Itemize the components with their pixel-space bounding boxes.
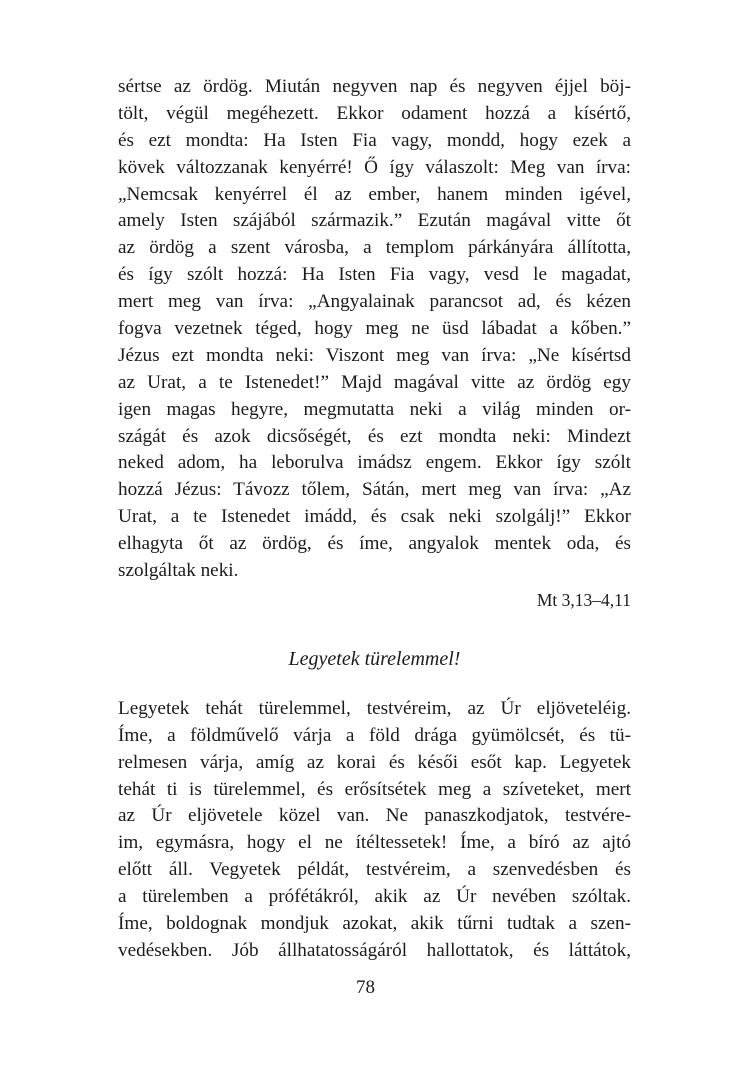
passage-patience [118, 696, 631, 965]
text-line: fogva vezetnek téged, hogy meg ne üsd lábadat a kőben.” [118, 318, 631, 340]
passage-matthew [118, 74, 631, 613]
text-line: vedésekben. Jób állhatatosságáról hallottatok, és láttátok, [118, 939, 631, 961]
section-title: Legyetek türelemmel! [288, 647, 461, 670]
text-line: Urat, a te Istenedet imádd, és csak neki szolgálj!” Ekkor [118, 506, 631, 528]
text-line: az Úr eljövetele közel van. Ne panaszkodjatok, testvére- [118, 805, 631, 827]
text-line: igen magas hegyre, megmutatta neki a világ minden or- [118, 398, 631, 420]
page-number: 78 [356, 977, 375, 998]
page-body [118, 74, 631, 965]
text-line: tölt, végül megéhezett. Ekkor odament hozzá a kísértő, [118, 102, 631, 124]
text-line: előtt áll. Vegyetek példát, testvéreim, a szenvedésben és [118, 859, 631, 881]
text-line: „Nemcsak kenyérrel él az ember, hanem minden igével, [118, 183, 631, 205]
text-line: az Urat, a te Istenedet!” Majd magával vitte az ördög egy [118, 371, 631, 393]
text-line: az ördög a szent városba, a templom párkányára állította, [118, 237, 631, 259]
text-line: relmesen várja, amíg az korai és késői esőt kap. Legyetek [118, 751, 631, 773]
text-line: szágát és azok dicsőségét, és ezt mondta neki: Mindezt [118, 425, 631, 447]
text-line: szolgáltak neki. [118, 560, 239, 582]
text-line: kövek változzanak kenyérré! Ő így válaszolt: Meg van írva: [118, 156, 631, 178]
text-line: Íme, boldognak mondjuk azokat, akik tűrni tudtak a szen- [118, 913, 631, 935]
text-line: im, egymásra, hogy el ne ítéltessetek! Íme, a bíró az ajtó [118, 832, 631, 854]
text-line: hozzá Jézus: Távozz tőlem, Sátán, mert meg van írva: „Az [118, 479, 631, 501]
text-line: és ezt mondta: Ha Isten Fia vagy, mondd, hogy ezek a [118, 129, 631, 151]
text-line: neked adom, ha leborulva imádsz engem. Ekkor így szólt [118, 452, 631, 474]
scripture-reference: Mt 3,13–4,11 [536, 589, 631, 610]
text-line: Íme, a földművelő várja a föld drága gyümölcsét, és tü- [118, 724, 631, 746]
text-line: Jézus ezt mondta neki: Viszont meg van írva: „Ne kísértsd [118, 344, 631, 366]
text-line: a türelemben a prófétákról, akik az Úr nevében szóltak. [118, 886, 631, 908]
text-line: amely Isten szájából származik.” Ezután magával vitte őt [118, 210, 631, 232]
text-line: és így szólt hozzá: Ha Isten Fia vagy, vesd le magadat, [118, 264, 631, 286]
text-line: tehát ti is türelemmel, és erősítsétek meg a szíveteket, mert [118, 778, 631, 800]
text-line: elhagyta őt az ördög, és íme, angyalok mentek oda, és [118, 533, 631, 555]
text-line: Legyetek tehát türelemmel, testvéreim, az Úr eljöveteléig. [118, 697, 631, 719]
text-line: sértse az ördög. Miután negyven nap és negyven éjjel böj- [118, 76, 631, 97]
text-line: mert meg van írva: „Angyalainak parancsot ad, és kézen [118, 291, 631, 313]
